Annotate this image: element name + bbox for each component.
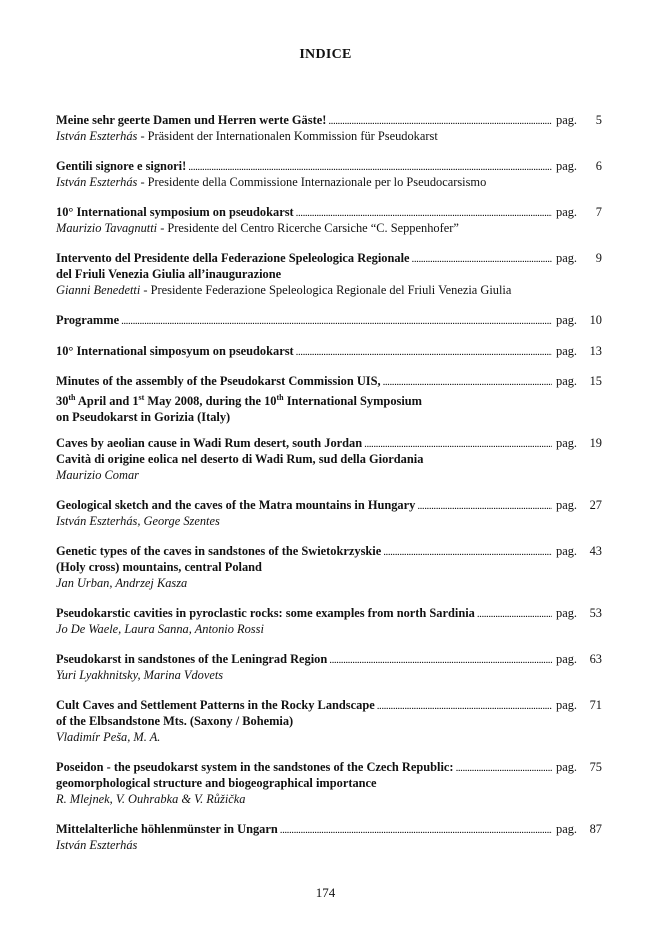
toc-entry [56,436,602,483]
entry-page-number: 27 [589,498,602,512]
pag-label: pag. [556,313,577,327]
entry-author: Maurizio Tavagnutti [56,221,158,236]
dot-leader [280,822,552,838]
entry-page-number: 7 [595,205,602,219]
entry-title: Meine sehr geerte Damen und Herren werte Gäste! [56,113,327,127]
dot-leader [329,652,552,668]
toc-entry [56,113,602,145]
entry-authors-line [56,129,602,144]
pag-label: pag. [556,113,577,127]
entry-title: Intervento del Presidente della Federazione Speleologica Regionale [56,251,410,265]
dot-leader [456,760,552,776]
dot-leader [121,313,552,329]
entry-author-role: - Presidente della Commissione Internazionale per lo Pseudocarsismo [137,175,487,190]
entry-authors-line [56,730,602,745]
entry-title: Programme [56,313,120,327]
entry-title-continuation: geomorphological structure and biogeographical importance [56,776,377,791]
entry-author: R. Mlejnek, V. Ouhrabka & V. Růžička [56,791,246,806]
toc-entry [56,313,602,329]
entry-author: István Eszterhás [56,129,138,144]
entry-page-number: 75 [589,760,602,774]
dot-leader [383,544,552,560]
entry-authors-line [56,576,602,591]
entry-page-number: 6 [595,159,602,173]
entry-page-number: 71 [589,698,602,712]
toc-entry [56,205,602,237]
toc-entry [56,822,602,854]
entry-title: Caves by aeolian cause in Wadi Rum desert, south Jordan [56,436,363,450]
entry-page-number: 5 [595,113,602,127]
entry-author-role: - Presidente del Centro Ricerche Carsiche “C. Seppenhofer” [157,221,459,236]
dot-leader [383,374,552,390]
entry-title: 10° International simposyum on pseudokarst [56,344,294,358]
entry-authors-line [56,838,602,853]
entry-title-continuation: del Friuli Venezia Giulia all’inaugurazione [56,267,282,282]
dot-leader [417,498,552,514]
pag-label: pag. [556,498,577,512]
toc-entry [56,251,602,298]
entry-title: 10° International symposium on pseudokarst [56,205,294,219]
pag-label: pag. [556,205,577,219]
entry-title-continuation: Cavità di origine eolica nel deserto di Wadi Rum, sud della Giordania [56,452,424,467]
entry-page-number: 43 [589,544,602,558]
entry-title: Genetic types of the caves in sandstones of the Swietokrzyskie [56,544,382,558]
entry-author: Jan Urban, Andrzej Kasza [56,575,188,590]
toc-entry [56,652,602,684]
dot-leader [296,344,552,360]
entry-title: Poseidon - the pseudokarst system in the sandstones of the Czech Republic: [56,760,454,774]
entry-title: Minutes of the assembly of the Pseudokarst Commission UIS, [56,374,381,388]
entry-authors-line [56,792,602,807]
entry-author: Maurizio Comar [56,467,139,482]
entry-authors-line [56,514,602,529]
pag-label: pag. [556,760,577,774]
entry-author: István Eszterhás [56,175,138,190]
entry-title-continuation: of the Elbsandstone Mts. (Saxony / Bohemia) [56,714,294,729]
toc-entry [56,498,602,530]
toc-entry [56,374,602,425]
entry-page-number: 87 [589,822,602,836]
toc-entry [56,606,602,638]
entry-author-role: - Presidente Federazione Speleologica Regionale del Friuli Venezia Giulia [140,282,512,297]
pag-label: pag. [556,251,577,265]
toc-entry [56,544,602,591]
toc-entry [56,760,602,807]
entry-title-continuation: 30th April and 1st May 2008, during the 10th International Symposium [56,393,422,409]
pag-label: pag. [556,652,577,666]
toc-entry [56,698,602,745]
entry-title: Geological sketch and the caves of the Matra mountains in Hungary [56,498,416,512]
entry-page-number: 19 [589,436,602,450]
dot-leader [412,251,552,267]
entry-title: Gentili signore e signori! [56,159,187,173]
entry-page-number: 63 [589,652,602,666]
entry-page-number: 15 [589,374,602,388]
toc-entry [56,159,602,191]
entry-authors-line [56,668,602,683]
pag-label: pag. [556,698,577,712]
entry-author-role: - Präsident der Internationalen Kommission für Pseudokarst [137,129,438,144]
entry-author: Jo De Waele, Laura Sanna, Antonio Rossi [56,622,264,637]
entry-author: Gianni Benedetti [56,282,141,297]
entry-title-continuation: (Holy cross) mountains, central Poland [56,560,262,575]
entry-page-number: 53 [589,606,602,620]
entry-title-continuation: on Pseudokarst in Gorizia (Italy) [56,409,231,424]
entry-title: Pseudokarst in sandstones of the Leningrad Region [56,652,328,666]
entry-title: Cult Caves and Settlement Patterns in the Rocky Landscape [56,698,375,712]
dot-leader [477,606,552,622]
entry-author: István Eszterhás [56,838,138,853]
pag-label: pag. [556,436,577,450]
dot-leader [364,436,552,452]
dot-leader [296,205,552,221]
dot-leader [328,113,552,129]
page-title: INDICE [299,47,352,62]
entry-authors-line [56,622,602,637]
pag-label: pag. [556,344,577,358]
page-number: 174 [315,885,336,900]
pag-label: pag. [556,544,577,558]
pag-label: pag. [556,606,577,620]
entry-authors-line [56,283,602,298]
entry-author: Yuri Lyakhnitsky, Marina Vdovets [56,668,224,683]
entry-author: István Eszterhás, George Szentes [56,514,220,529]
dot-leader [377,698,552,714]
pag-label: pag. [556,159,577,173]
entry-author: Vladimír Peša, M. A. [56,729,161,744]
entry-authors-line [56,221,602,236]
entry-authors-line [56,468,602,483]
entry-page-number: 10 [589,313,602,327]
entry-page-number: 13 [589,344,602,358]
entry-title: Pseudokarstic cavities in pyroclastic rocks: some examples from north Sardinia [56,606,475,620]
entry-page-number: 9 [595,251,602,265]
entry-authors-line [56,175,602,190]
pag-label: pag. [556,374,577,388]
dot-leader [188,159,552,175]
pag-label: pag. [556,822,577,836]
entry-title: Mittelalterliche höhlenmünster in Ungarn [56,822,278,836]
toc-entry [56,344,602,360]
